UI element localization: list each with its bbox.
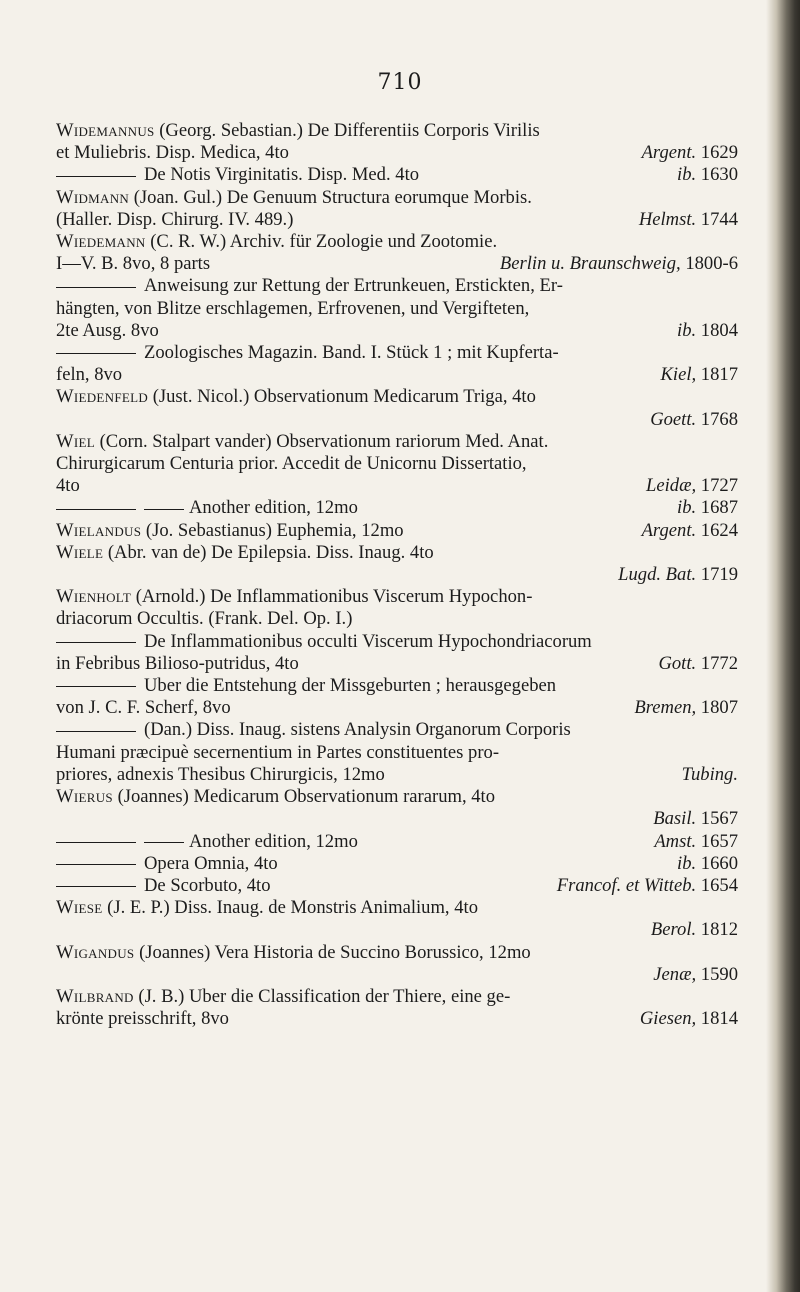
ditto-dash: [56, 353, 136, 354]
author-name: Wiedenfeld: [56, 386, 149, 408]
imprint-year: 1807: [696, 697, 738, 719]
entry-text: priores, adnexis Thesibus Chirurgicis, 12mo: [56, 763, 385, 785]
entry-text: in Febribus Bilioso-putridus, 4to: [56, 652, 299, 674]
imprint: [641, 142, 738, 164]
imprint-year: 1744: [696, 208, 738, 230]
imprint-place: Kiel,: [660, 364, 697, 386]
imprint-year: 1660: [696, 852, 738, 874]
entry-text: 2te Ausg. 8vo: [56, 319, 159, 341]
ditto-dash: [56, 886, 136, 887]
entry-continuation: [56, 164, 738, 186]
imprint-year: 1719: [696, 564, 738, 586]
entry-text: Humani præcipuè secernentium in Partes constituentes pro-: [56, 741, 500, 763]
ditto-dash: [56, 864, 136, 865]
entry-text: De Scorbuto, 4to: [144, 874, 271, 896]
entry-text: Uber die Entstehung der Missgeburten ; herausgegeben: [144, 675, 557, 697]
ditto-dash: [56, 287, 136, 288]
imprint-year: 1624: [696, 519, 738, 541]
imprint-place: Amst.: [654, 830, 697, 852]
imprint: [654, 830, 738, 853]
entry-text: krönte preisschrift, 8vo: [56, 1008, 229, 1030]
entry-text: (J. B.) Uber die Classification der Thiere, eine ge-: [133, 985, 511, 1007]
imprint-year: 1817: [696, 364, 738, 386]
imprint: [556, 874, 738, 897]
entry-continuation: [56, 719, 738, 786]
ditto-dash: [56, 642, 136, 643]
ditto-dash: [144, 509, 184, 510]
entry-text: (Joannes) Medicarum Observationum rararum, 4to: [112, 786, 496, 808]
entry-wienholt: [56, 586, 738, 630]
ditto-dash: [56, 731, 136, 732]
entry-text: (Just. Nicol.) Observationum Medicarum Triga, 4to: [148, 386, 536, 408]
entry-continuation: [56, 875, 738, 897]
author-name: Wilbrand: [56, 985, 134, 1007]
author-name: Widemannus: [56, 120, 155, 141]
imprint-year: 1590: [696, 963, 738, 985]
author-name: Wiel: [56, 430, 95, 452]
entry-wiedenfeld: [56, 386, 738, 430]
imprint-place: Francof. et Witteb.: [556, 874, 697, 896]
entry-text: De Inflammationibus occulti Viscerum Hypochondriacorum: [144, 630, 592, 652]
entry-widmann: [56, 187, 738, 231]
imprint: [658, 652, 738, 675]
imprint: [677, 497, 738, 519]
imprint-place: Argent.: [641, 142, 697, 164]
entry-text: (Abr. van de) De Epilepsia. Diss. Inaug. 4to: [103, 541, 434, 563]
entry-continuation: [56, 497, 738, 519]
imprint: [677, 852, 738, 875]
imprint: [660, 364, 738, 386]
author-name: Wigandus: [56, 941, 135, 963]
imprint-year: 1630: [696, 164, 738, 186]
ditto-dash: [56, 509, 136, 510]
entry-continuation: [56, 342, 738, 386]
author-name: Wierus: [56, 786, 113, 808]
imprint-year: 1814: [696, 1008, 738, 1030]
entry-wielandus: [56, 520, 738, 542]
entry-wigandus: [56, 942, 738, 986]
imprint: [634, 697, 738, 719]
entry-wiese: [56, 897, 738, 941]
imprint: [651, 919, 738, 940]
imprint-place: Argent.: [641, 519, 697, 541]
imprint: [650, 409, 738, 430]
ditto-dash: [144, 842, 184, 843]
entry-text: von J. C. F. Scherf, 8vo: [56, 697, 231, 719]
bibliography-list: [56, 120, 738, 1030]
entry-wilbrand: [56, 986, 738, 1030]
page-number: 710: [377, 70, 423, 95]
entry-text: Another edition, 12mo: [189, 830, 358, 852]
author-name: Widmann: [56, 186, 130, 208]
entry-text: et Muliebris. Disp. Medica, 4to: [56, 142, 289, 164]
imprint: [618, 564, 738, 585]
imprint-year: 1772: [696, 652, 738, 674]
imprint: [638, 208, 738, 231]
entry-text: (J. E. P.) Diss. Inaug. de Monstris Animalium, 4to: [102, 897, 478, 919]
entry-text: (C. R. W.) Archiv. für Zoologie und Zootomie.: [145, 231, 498, 253]
imprint-place: Berol.: [650, 919, 697, 941]
page-edge-shadow: [766, 0, 800, 1292]
ditto-dash: [56, 176, 136, 177]
entry-text: Another edition, 12mo: [189, 497, 358, 519]
entry-text: Anweisung zur Rettung der Ertrunkeuen, Erstickten, Er-: [144, 275, 563, 297]
entry-text: (Jo. Sebastianus) Euphemia, 12mo: [141, 519, 404, 541]
entry-text: 4to: [56, 475, 80, 497]
author-name: Wiese: [56, 897, 103, 919]
imprint-place: ib.: [677, 852, 697, 874]
author-name: Wienholt: [56, 586, 132, 608]
imprint-year: 1768: [696, 408, 738, 430]
imprint-place: Tubing.: [681, 763, 738, 785]
imprint-year: 1567: [696, 808, 738, 830]
imprint-place: ib.: [677, 497, 697, 519]
entry-text: (Joan. Gul.) De Genuum Structura eorumque Morbis.: [129, 186, 532, 208]
imprint: [641, 519, 738, 542]
imprint-place: Lugd. Bat.: [618, 564, 697, 586]
imprint-year: 1804: [696, 319, 738, 341]
entry-continuation: [56, 631, 738, 675]
entry-text: Zoologisches Magazin. Band. I. Stück 1 ; mit Kupferta-: [144, 342, 559, 364]
entry-continuation: [56, 275, 738, 342]
imprint-place: Leidæ,: [646, 475, 697, 497]
imprint-place: Bremen,: [634, 697, 697, 719]
imprint-place: Jenæ,: [653, 963, 697, 985]
imprint: [639, 1008, 738, 1030]
entry-text: driacorum Occultis. (Frank. Del. Op. I.): [56, 608, 353, 630]
entry-wiel: [56, 431, 738, 498]
imprint-place: ib.: [677, 319, 697, 341]
entry-text: Chirurgicarum Centuria prior. Accedit de Unicornu Dissertatio,: [56, 453, 527, 475]
imprint-place: ib.: [677, 164, 697, 186]
entry-text: I—V. B. 8vo, 8 parts: [56, 253, 211, 275]
imprint: [681, 763, 738, 786]
imprint-place: Goett.: [650, 408, 697, 430]
imprint-year: 1657: [696, 830, 738, 852]
entry-text: Opera Omnia, 4to: [144, 852, 278, 874]
imprint: [646, 475, 738, 497]
entry-wiedemann: [56, 231, 738, 275]
entry-text: hängten, von Blitze erschlagemen, Erfrovenen, und Vergifteten,: [56, 297, 530, 319]
imprint-place: Berlin u. Braunschweig,: [499, 253, 681, 275]
entry-text: (Georg. Sebastian.) De Differentiis Corporis Virilis: [154, 120, 540, 141]
author-name: Wiele: [56, 541, 104, 563]
ditto-dash: [56, 686, 136, 687]
imprint-year: 1629: [696, 142, 738, 164]
entry-continuation: [56, 675, 738, 719]
entry-continuation: [56, 853, 738, 875]
imprint: [677, 319, 738, 342]
entry-text: (Corn. Stalpart vander) Observationum rariorum Med. Anat.: [94, 430, 549, 452]
author-name: Wiedemann: [56, 231, 146, 253]
entry-text: (Arnold.) De Inflammationibus Viscerum Hypochon-: [131, 586, 533, 608]
imprint-year: 1687: [696, 497, 738, 519]
entry-wiele: [56, 542, 738, 586]
imprint-place: Giesen,: [639, 1008, 697, 1030]
entry-text: feln, 8vo: [56, 364, 123, 386]
imprint: [653, 808, 738, 829]
imprint-place: Gott.: [658, 652, 697, 674]
author-name: Wielandus: [56, 519, 142, 541]
imprint-place: Basil.: [653, 808, 697, 830]
imprint-year: 1800-6: [680, 253, 738, 275]
entry-wierus: [56, 786, 738, 830]
ditto-dash: [56, 842, 136, 843]
entry-text: (Dan.) Diss. Inaug. sistens Analysin Organorum Corporis: [144, 719, 571, 741]
imprint-year: 1654: [696, 874, 738, 896]
imprint-place: Helmst.: [638, 208, 697, 230]
entry-text: (Joannes) Vera Historia de Succino Borussico, 12mo: [134, 941, 531, 963]
entry-widemannus: [56, 120, 738, 164]
imprint: [499, 253, 738, 275]
entry-text: (Haller. Disp. Chirurg. IV. 489.): [56, 208, 294, 230]
imprint: [653, 964, 738, 985]
imprint: [677, 164, 738, 186]
imprint-year: 1812: [696, 919, 738, 941]
imprint-year: 1727: [696, 475, 738, 497]
entry-continuation: [56, 831, 738, 853]
entry-text: De Notis Virginitatis. Disp. Med. 4to: [144, 164, 420, 186]
